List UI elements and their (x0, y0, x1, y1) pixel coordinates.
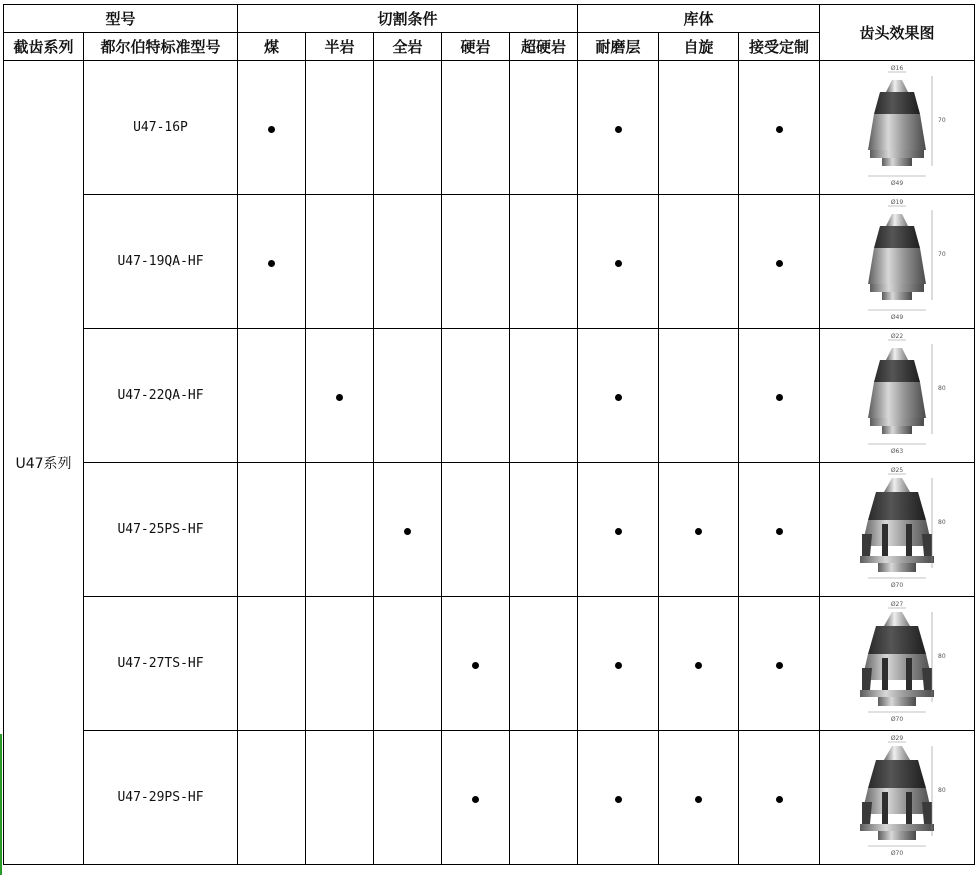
check-dot (776, 394, 783, 401)
pick-image (822, 62, 972, 190)
check-dot (615, 796, 622, 803)
super-hard-rock-cell[interactable] (510, 329, 578, 463)
table-row (4, 597, 975, 731)
full-rock-cell[interactable] (374, 61, 442, 195)
custom-cell[interactable] (739, 61, 820, 195)
check-dot (776, 528, 783, 535)
model-cell[interactable]: U47-29PS-HF (84, 731, 238, 865)
dim-height-label: 70 (938, 250, 946, 258)
image-cell[interactable] (820, 61, 975, 195)
self-rotate-cell[interactable] (659, 329, 739, 463)
half-rock-cell[interactable] (306, 195, 374, 329)
wear-layer-cell[interactable] (578, 329, 659, 463)
check-dot (268, 260, 275, 267)
dim-height-label: 80 (938, 384, 946, 392)
model-cell[interactable]: U47-25PS-HF (84, 463, 238, 597)
hard-rock-cell[interactable] (442, 731, 510, 865)
dim-top-label: Ø19 (890, 198, 904, 206)
wear-layer-cell[interactable] (578, 731, 659, 865)
dim-top-label: Ø27 (890, 600, 904, 608)
hard-rock-cell[interactable] (442, 329, 510, 463)
wear-layer-col-header: 耐磨层 (578, 33, 659, 61)
pick-image (822, 598, 972, 726)
dim-base-label: Ø49 (890, 313, 904, 321)
super-hard-rock-cell[interactable] (510, 731, 578, 865)
custom-cell[interactable] (739, 195, 820, 329)
coal-cell[interactable] (238, 195, 306, 329)
dim-height-label: 80 (938, 518, 946, 526)
check-dot (776, 796, 783, 803)
check-dot (615, 260, 622, 267)
check-dot (404, 528, 411, 535)
check-dot (776, 260, 783, 267)
dim-height-label: 80 (938, 786, 946, 794)
dim-base-label: Ø70 (890, 715, 904, 723)
image-cell[interactable] (820, 195, 975, 329)
dim-base-label: Ø70 (890, 581, 904, 589)
dim-top-label: Ø25 (890, 466, 904, 474)
self-rotate-cell[interactable] (659, 195, 739, 329)
custom-cell[interactable] (739, 597, 820, 731)
cutting-group-header: 切割条件 (238, 5, 578, 33)
check-dot (776, 662, 783, 669)
check-dot (695, 528, 702, 535)
image-cell[interactable] (820, 731, 975, 865)
dim-base-label: Ø63 (890, 447, 904, 455)
dim-base-label: Ø49 (890, 179, 904, 187)
model-cell[interactable]: U47-16P (84, 61, 238, 195)
wear-layer-cell[interactable] (578, 463, 659, 597)
custom-cell[interactable] (739, 731, 820, 865)
check-dot (615, 126, 622, 133)
image-cell[interactable] (820, 329, 975, 463)
table-row (4, 195, 975, 329)
pick-image (822, 464, 972, 592)
series-cell[interactable]: U47系列 (4, 61, 84, 865)
pick-image (822, 732, 972, 860)
hard-rock-cell[interactable] (442, 195, 510, 329)
check-dot (336, 394, 343, 401)
dim-height-label: 80 (938, 652, 946, 660)
check-dot (472, 662, 479, 669)
super-hard-rock-cell[interactable] (510, 195, 578, 329)
half-rock-cell[interactable] (306, 597, 374, 731)
full-rock-cell[interactable] (374, 329, 442, 463)
check-dot (472, 796, 479, 803)
dim-top-label: Ø16 (890, 64, 904, 72)
half-rock-cell[interactable] (306, 463, 374, 597)
check-dot (776, 126, 783, 133)
full-rock-cell[interactable] (374, 195, 442, 329)
self-rotate-cell[interactable] (659, 61, 739, 195)
coal-cell[interactable] (238, 61, 306, 195)
custom-cell[interactable] (739, 329, 820, 463)
dim-height-label: 70 (938, 116, 946, 124)
super-hard-rock-cell[interactable] (510, 597, 578, 731)
coal-cell[interactable] (238, 731, 306, 865)
pick-image (822, 196, 972, 324)
model-cell[interactable]: U47-27TS-HF (84, 597, 238, 731)
self-rotate-col-header: 自旋 (659, 33, 739, 61)
model-col-header: 都尔伯特标准型号 (84, 33, 238, 61)
check-dot (695, 796, 702, 803)
coal-col-header: 煤 (238, 33, 306, 61)
model-cell[interactable]: U47-22QA-HF (84, 329, 238, 463)
hard-rock-col-header: 硬岩 (442, 33, 510, 61)
hard-rock-cell[interactable] (442, 61, 510, 195)
custom-cell[interactable] (739, 463, 820, 597)
full-rock-col-header: 全岩 (374, 33, 442, 61)
hard-rock-cell[interactable] (442, 463, 510, 597)
table-row (4, 731, 975, 865)
hard-rock-cell[interactable] (442, 597, 510, 731)
half-rock-col-header: 半岩 (306, 33, 374, 61)
selection-indicator (0, 734, 2, 875)
coal-cell[interactable] (238, 329, 306, 463)
model-cell[interactable]: U47-19QA-HF (84, 195, 238, 329)
super-hard-rock-cell[interactable] (510, 463, 578, 597)
self-rotate-cell[interactable] (659, 463, 739, 597)
full-rock-cell[interactable] (374, 463, 442, 597)
dim-top-label: Ø22 (890, 332, 904, 340)
half-rock-cell[interactable] (306, 61, 374, 195)
custom-col-header: 接受定制 (739, 33, 820, 61)
check-dot (615, 528, 622, 535)
image-col-header: 齿头效果图 (820, 5, 975, 61)
table-row (4, 463, 975, 597)
wear-layer-cell[interactable] (578, 195, 659, 329)
wear-layer-cell[interactable] (578, 597, 659, 731)
check-dot (615, 662, 622, 669)
half-rock-cell[interactable] (306, 731, 374, 865)
body-group-header: 库体 (578, 5, 820, 33)
dim-top-label: Ø29 (890, 734, 904, 742)
self-rotate-cell[interactable] (659, 597, 739, 731)
table-row (4, 61, 975, 195)
dim-base-label: Ø70 (890, 849, 904, 857)
check-dot (615, 394, 622, 401)
full-rock-cell[interactable] (374, 597, 442, 731)
pick-image (822, 330, 972, 458)
super-hard-rock-cell[interactable] (510, 61, 578, 195)
half-rock-cell[interactable] (306, 329, 374, 463)
super-hard-rock-col-header: 超硬岩 (510, 33, 578, 61)
coal-cell[interactable] (238, 597, 306, 731)
full-rock-cell[interactable] (374, 731, 442, 865)
check-dot (695, 662, 702, 669)
spec-table (3, 4, 975, 865)
self-rotate-cell[interactable] (659, 731, 739, 865)
wear-layer-cell[interactable] (578, 61, 659, 195)
check-dot (268, 126, 275, 133)
image-cell[interactable] (820, 597, 975, 731)
model-group-header: 型号 (4, 5, 238, 33)
series-col-header: 截齿系列 (4, 33, 84, 61)
image-cell[interactable] (820, 463, 975, 597)
table-row (4, 329, 975, 463)
coal-cell[interactable] (238, 463, 306, 597)
